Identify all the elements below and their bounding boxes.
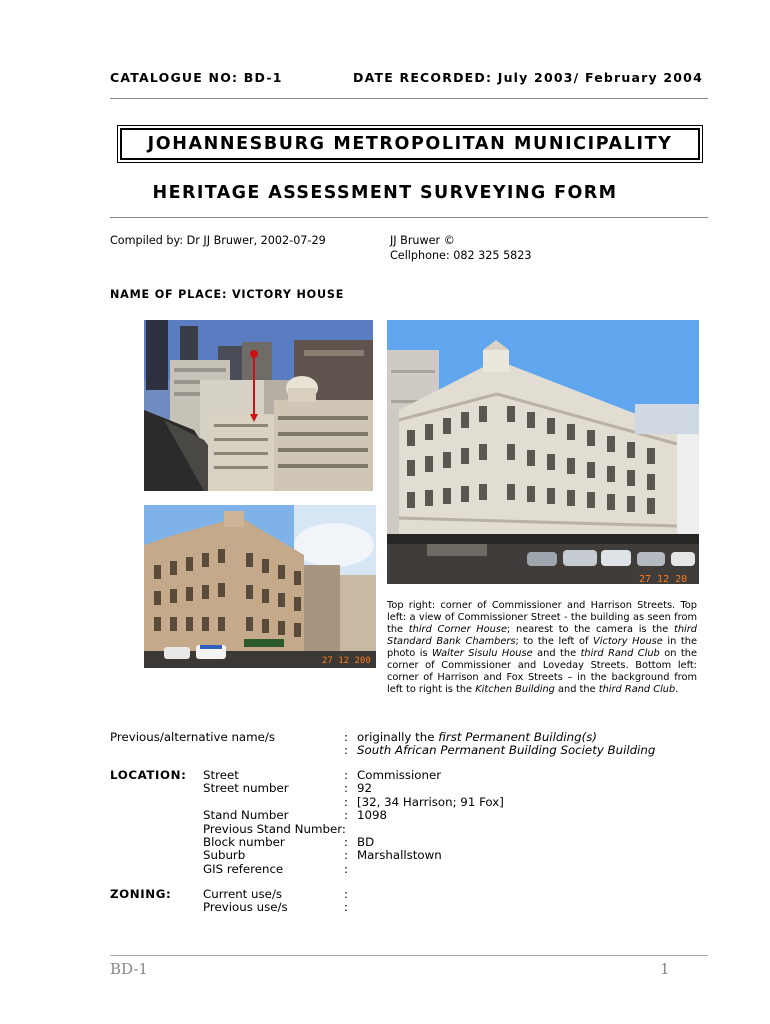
colon: :: [344, 887, 348, 901]
field-label: GIS reference: [203, 861, 284, 876]
field-value: Commissioner: [357, 768, 442, 782]
colon: :: [344, 861, 348, 876]
colon: :: [344, 900, 348, 915]
field-value: [32, 34 Harrison; 91 Fox]: [357, 794, 504, 809]
photo-date-stamp: 27 12 200: [322, 656, 371, 666]
photo-commissioner-street-view: [144, 320, 373, 491]
location-heading: LOCATION:: [110, 768, 187, 782]
photo-caption: [387, 600, 697, 696]
author-cellphone: Cellphone: 082 325 5823: [390, 249, 532, 262]
caption-italic: third Corner House: [408, 624, 508, 635]
catalogue-number: CATALOGUE NO: BD-1: [110, 70, 283, 85]
caption-text: on the corner of Commissioner and Loveday Streets. Bottom left: corner of Harrison and Fox Streets – in the background from left to right is the: [387, 648, 698, 695]
previous-names-label: Previous/alternative name/s: [110, 730, 276, 744]
zoning-heading: ZONING:: [110, 887, 172, 901]
caption-text: in the photo is: [387, 636, 697, 659]
photo-date-stamp: 27 12 20: [639, 574, 688, 584]
caption-italic: Walter Sisulu House: [432, 648, 533, 659]
field-label: Street number: [203, 781, 289, 796]
field-label: Stand Number: [203, 808, 289, 823]
caption-italic: Kitchen Building: [475, 684, 555, 695]
date-recorded: DATE RECORDED: July 2003/ February 2004: [353, 70, 703, 85]
caption-italic: Victory House: [593, 636, 663, 647]
field-value: 92: [357, 781, 373, 796]
field-label: Street: [203, 768, 239, 782]
colon: :: [344, 768, 348, 782]
previous-name-2: South African Permanent Building Society Building: [357, 743, 656, 757]
field-value: Marshallstown: [357, 848, 442, 863]
field-label: Current use/s: [203, 887, 283, 901]
author-copyright: JJ Bruwer ©: [390, 234, 455, 247]
footer-divider: [110, 955, 708, 956]
field-value: 1098: [357, 808, 388, 823]
caption-text: and the: [554, 684, 599, 695]
field-label: Previous use/s: [203, 900, 288, 915]
field-value: BD: [357, 835, 375, 849]
photo-harrison-fox-corner: [144, 505, 376, 668]
colon: :: [344, 835, 348, 849]
page-title: JOHANNESBURG METROPOLITAN MUNICIPALITY: [120, 128, 700, 160]
title-divider: [110, 217, 708, 218]
caption-text: and the: [532, 648, 581, 659]
previous-name-prefix: originally the: [357, 730, 439, 744]
field-label: Previous Stand Number:: [203, 821, 346, 836]
previous-name-1: [357, 730, 597, 744]
header-divider: [110, 98, 708, 99]
caption-text: ; nearest to the camera is the: [507, 624, 674, 635]
colon: :: [344, 848, 348, 863]
colon: :: [344, 730, 348, 744]
caption-text: Top left: a view of Commissioner Street - the building as seen from the: [387, 600, 697, 635]
field-label: Suburb: [203, 848, 246, 863]
page-number: 1: [660, 960, 670, 978]
caption-italic: third Standard Bank Chambers: [387, 624, 698, 647]
colon: :: [344, 781, 348, 796]
field-label: Block number: [203, 835, 285, 849]
caption-italic: third Rand Club: [598, 684, 676, 695]
caption-line-1: Top right: corner of Commissioner and Harrison Streets.: [387, 600, 676, 611]
name-of-place: NAME OF PLACE: VICTORY HOUSE: [110, 288, 345, 301]
colon: :: [344, 794, 348, 809]
caption-italic: third Rand Club: [580, 648, 660, 659]
colon: :: [344, 808, 348, 823]
photo-victory-house-corner: [387, 320, 699, 584]
caption-text: .: [675, 684, 679, 695]
footer-code: BD-1: [110, 960, 148, 978]
form-subtitle: HERITAGE ASSESSMENT SURVEYING FORM: [152, 183, 618, 203]
colon: :: [344, 743, 348, 757]
compiled-by: Compiled by: Dr JJ Bruwer, 2002-07-29: [110, 234, 326, 247]
previous-name-italic: first Permanent Building(s): [438, 730, 597, 744]
caption-text: ; to the left of: [515, 636, 594, 647]
